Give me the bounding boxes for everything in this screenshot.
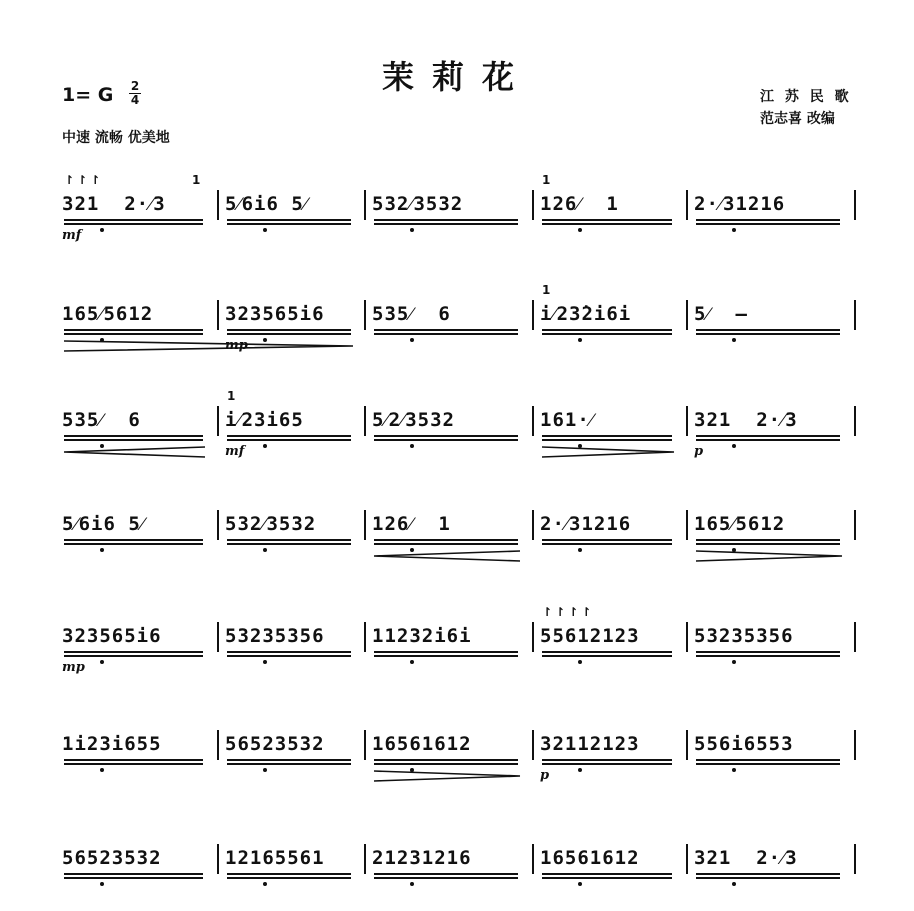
bar-line [686, 844, 688, 874]
ornament-mark: 1 [227, 389, 239, 403]
time-underline [374, 329, 518, 331]
time-underline [227, 333, 351, 335]
time-underline [696, 223, 840, 225]
bar-line [217, 844, 219, 874]
octave-dot [578, 660, 582, 664]
bar-line [364, 406, 366, 436]
bar-line [217, 300, 219, 330]
time-underline [64, 763, 203, 765]
time-underline [227, 655, 351, 657]
time-underline [696, 219, 840, 221]
octave-dot [410, 882, 414, 886]
bar-line [686, 730, 688, 760]
time-underline [374, 651, 518, 653]
time-underline [64, 439, 203, 441]
time-underline [542, 435, 672, 437]
time-underline [64, 877, 203, 879]
ornament-mark: 1 [542, 283, 554, 297]
score-line [60, 508, 860, 568]
time-underline [374, 439, 518, 441]
tempo-marking: 中速 流畅 优美地 [62, 130, 170, 146]
decrescendo-hairpin [542, 446, 674, 458]
bar-line [854, 300, 856, 330]
bar-line [686, 510, 688, 540]
measure: 5⁄6i6 5⁄ [225, 193, 308, 215]
bar-line [217, 190, 219, 220]
bar-line [364, 730, 366, 760]
time-underline [64, 435, 203, 437]
measure: 535⁄ 6 [62, 409, 141, 431]
time-underline [542, 759, 672, 761]
measure: 2·⁄31216 [540, 513, 632, 535]
bar-line [686, 190, 688, 220]
bar-line [686, 622, 688, 652]
time-underline [542, 655, 672, 657]
time-underline [374, 763, 518, 765]
bar-line [532, 300, 534, 330]
time-underline [64, 333, 203, 335]
time-underline [374, 759, 518, 761]
time-underline [227, 329, 351, 331]
time-underline [696, 651, 840, 653]
time-underline [64, 329, 203, 331]
octave-dot [578, 338, 582, 342]
measure: 556i6553 [694, 733, 794, 755]
time-underline [542, 543, 672, 545]
measure: 16561612 [540, 847, 640, 869]
measure: 55612123 [540, 625, 640, 647]
measure: 11232i6i [372, 625, 472, 647]
measure: 53235356 [225, 625, 325, 647]
score-title: 茉莉花 [381, 58, 532, 96]
octave-dot [263, 660, 267, 664]
octave-dot [410, 338, 414, 342]
time-underline [227, 439, 351, 441]
octave-dot [732, 882, 736, 886]
score-line [60, 842, 860, 902]
measure: 532⁄3532 [225, 513, 317, 535]
bar-line [532, 406, 534, 436]
measure: 1i23i655 [62, 733, 162, 755]
dynamic-marking: mp [225, 338, 248, 353]
time-underline [542, 873, 672, 875]
score-line [60, 605, 860, 680]
measure: 126⁄ 1 [540, 193, 619, 215]
dynamic-marking: p [540, 768, 550, 783]
time-underline [64, 543, 203, 545]
time-underline [696, 439, 840, 441]
time-underline [227, 873, 351, 875]
time-underline [696, 873, 840, 875]
bar-line [532, 844, 534, 874]
score-line [60, 389, 860, 464]
time-signature-numerator: 2 [130, 79, 140, 93]
octave-dot [578, 882, 582, 886]
time-underline [374, 333, 518, 335]
measure: 12165561 [225, 847, 325, 869]
time-underline [696, 655, 840, 657]
crescendo-hairpin [64, 446, 205, 458]
time-underline [64, 655, 203, 657]
octave-dot [410, 444, 414, 448]
measure: 5⁄2⁄3532 [372, 409, 455, 431]
time-underline [227, 543, 351, 545]
bar-line [364, 844, 366, 874]
bar-line [854, 622, 856, 652]
ornament-mark: 1 [542, 173, 554, 187]
dynamic-marking: mp [62, 660, 85, 675]
bar-line [217, 730, 219, 760]
decrescendo-hairpin [374, 770, 520, 782]
bar-line [217, 622, 219, 652]
time-underline [374, 219, 518, 221]
bar-line [364, 300, 366, 330]
bar-line [364, 622, 366, 652]
octave-dot [100, 768, 104, 772]
time-underline [696, 435, 840, 437]
measure: 323565i6 [62, 625, 162, 647]
time-underline [542, 329, 672, 331]
time-underline [542, 539, 672, 541]
credit-arranger: 范志喜 改编 [760, 111, 835, 127]
bar-line [217, 406, 219, 436]
octave-dot [578, 768, 582, 772]
time-underline [227, 435, 351, 437]
time-underline [542, 333, 672, 335]
octave-dot [732, 444, 736, 448]
octave-dot [732, 660, 736, 664]
ornament-mark: 1 [192, 173, 204, 187]
bar-line [532, 510, 534, 540]
octave-dot [100, 228, 104, 232]
time-underline [542, 877, 672, 879]
time-underline [227, 539, 351, 541]
octave-dot [100, 548, 104, 552]
time-underline [64, 219, 203, 221]
bar-line [854, 510, 856, 540]
octave-dot [410, 660, 414, 664]
time-underline [227, 763, 351, 765]
octave-dot [263, 548, 267, 552]
dynamic-marking: mf [62, 228, 82, 243]
score-line [60, 728, 860, 788]
time-underline [696, 877, 840, 879]
measure: 56523532 [225, 733, 325, 755]
time-underline [374, 543, 518, 545]
time-underline [374, 877, 518, 879]
bar-line [532, 190, 534, 220]
measure: 2·⁄31216 [694, 193, 786, 215]
measure: 32112123 [540, 733, 640, 755]
time-underline [64, 223, 203, 225]
time-underline [374, 873, 518, 875]
time-underline [696, 763, 840, 765]
measure: 165⁄5612 [62, 303, 154, 325]
measure: 5⁄ – [694, 303, 748, 325]
bar-line [686, 406, 688, 436]
measure: 161·⁄ [540, 409, 594, 431]
measure: 16561612 [372, 733, 472, 755]
crescendo-hairpin [374, 550, 520, 562]
time-underline [696, 539, 840, 541]
measure: 53235356 [694, 625, 794, 647]
octave-dot [263, 444, 267, 448]
time-underline [64, 759, 203, 761]
octave-dot [263, 228, 267, 232]
time-underline [227, 651, 351, 653]
bar-line [532, 730, 534, 760]
measure: 21231216 [372, 847, 472, 869]
time-underline [696, 543, 840, 545]
measure: 56523532 [62, 847, 162, 869]
bar-line [217, 510, 219, 540]
octave-dot [410, 228, 414, 232]
measure: 165⁄5612 [694, 513, 786, 535]
bar-line [364, 190, 366, 220]
decrescendo-hairpin [696, 550, 842, 562]
measure: 321 2·⁄3 [62, 193, 166, 215]
bar-line [532, 622, 534, 652]
time-underline [227, 877, 351, 879]
time-underline [542, 651, 672, 653]
bar-line [854, 844, 856, 874]
measure: 126⁄ 1 [372, 513, 451, 535]
key-signature: 1= G [62, 84, 114, 106]
octave-dot [732, 338, 736, 342]
time-underline [696, 329, 840, 331]
time-underline [227, 219, 351, 221]
time-underline [374, 223, 518, 225]
time-underline [227, 759, 351, 761]
time-underline [64, 873, 203, 875]
time-underline [542, 223, 672, 225]
time-underline [696, 333, 840, 335]
score-line [60, 283, 860, 358]
bar-line [854, 730, 856, 760]
time-signature-denominator: 4 [130, 93, 140, 107]
time-underline [542, 219, 672, 221]
time-underline [374, 539, 518, 541]
bar-line [854, 190, 856, 220]
time-underline [542, 763, 672, 765]
measure: 323565i6 [225, 303, 325, 325]
time-underline [374, 655, 518, 657]
measure: 5⁄6i6 5⁄ [62, 513, 145, 535]
octave-dot [263, 882, 267, 886]
score-line [60, 173, 860, 248]
measure: 535⁄ 6 [372, 303, 451, 325]
bar-line [854, 406, 856, 436]
time-underline [227, 223, 351, 225]
time-signature [128, 80, 142, 107]
octave-dot [732, 228, 736, 232]
dynamic-marking: p [694, 444, 704, 459]
time-underline [696, 759, 840, 761]
time-underline [542, 439, 672, 441]
octave-dot [100, 882, 104, 886]
octave-dot [578, 548, 582, 552]
octave-dot [578, 228, 582, 232]
ornament-mark: ↾↾↾ [64, 173, 104, 187]
bar-line [686, 300, 688, 330]
decrescendo-hairpin [64, 340, 353, 352]
dynamic-marking: mf [225, 444, 245, 459]
time-underline [64, 651, 203, 653]
octave-dot [732, 768, 736, 772]
ornament-mark: ↾↾↾↾ [542, 605, 595, 619]
measure: 532⁄3532 [372, 193, 464, 215]
measure: 321 2·⁄3 [694, 409, 798, 431]
time-underline [64, 539, 203, 541]
time-underline [374, 435, 518, 437]
bar-line [364, 510, 366, 540]
credit-origin: 江 苏 民 歌 [760, 89, 852, 105]
measure: 321 2·⁄3 [694, 847, 798, 869]
octave-dot [263, 768, 267, 772]
measure: i⁄23i65 [225, 409, 304, 431]
measure: i⁄23̇2i6i [540, 303, 632, 325]
octave-dot [100, 660, 104, 664]
